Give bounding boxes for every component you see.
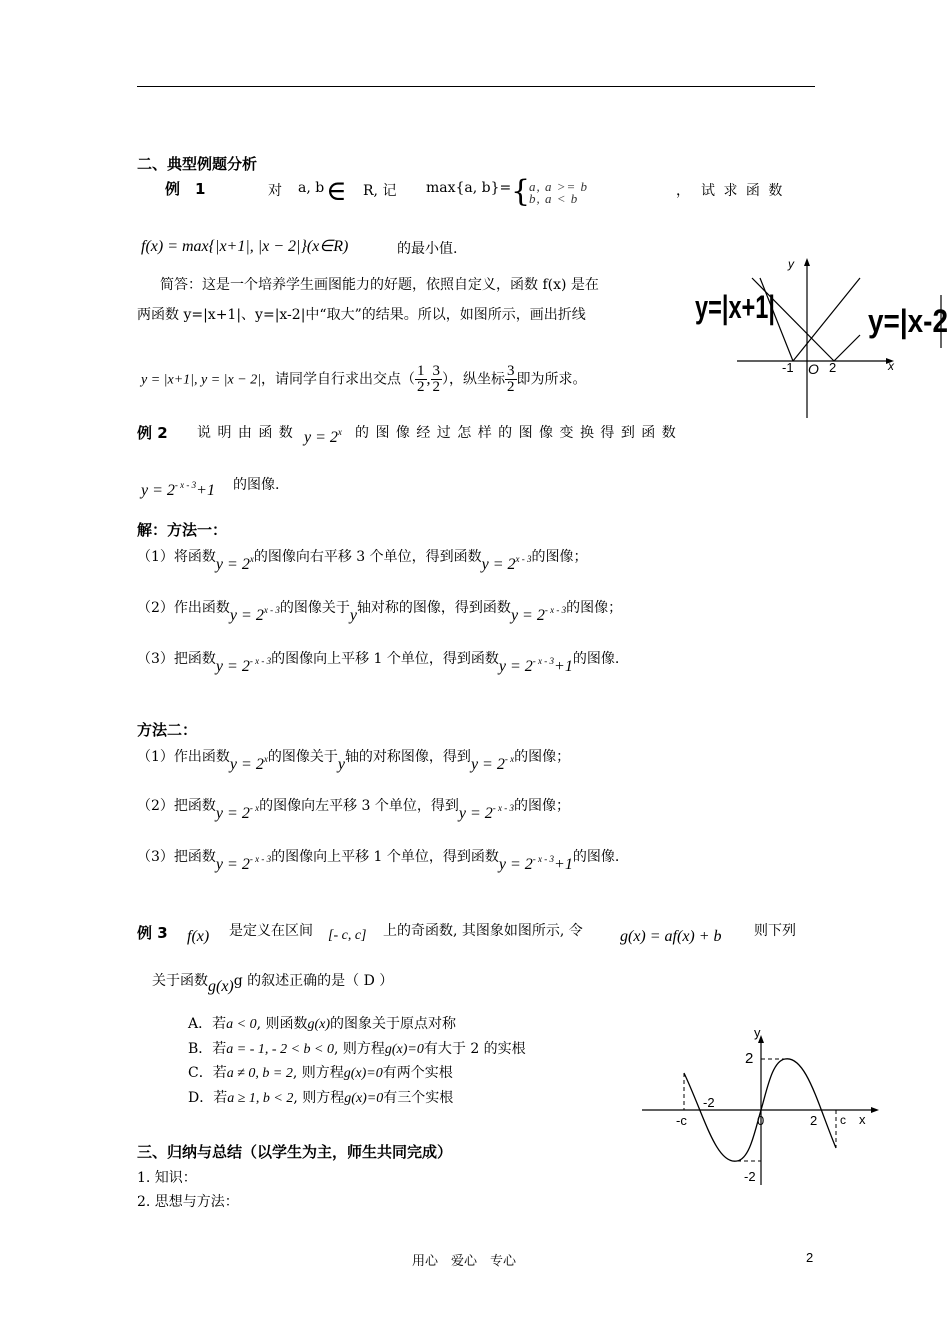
ex3-fx: f(x) [187, 928, 210, 945]
method2-step3: （3）把函数$y = 2^{- x - 3}$的图像向上平移 1 个单位，得到函数$y = 2^{- x - 3}+1$的图像. [137, 849, 620, 873]
ex1-graph-left-curve-label: y=|x+1| [695, 289, 775, 325]
ex1-answer-line1: 简答：这是一个培养学生画图能力的好题，依照自定义，函数 f(x) 是在 [160, 277, 599, 293]
ex3-option-a: A．若a < 0, 则函数g(x)的图象关于原点对称 [188, 1016, 457, 1032]
ex3-gdef: g(x) = af(x) + b [620, 928, 722, 945]
footer-motto: 用心 爱心 专心 [412, 1254, 517, 1269]
ex3-graph-y-label: y [754, 1025, 761, 1040]
ex3-option-d: D．若a ≥ 1, b < 2, 则方程g(x)=0有三个实根 [188, 1090, 454, 1106]
fraction-answer: $\frac{3}{2}$ [507, 363, 515, 395]
example-1-line1: 例 1 [165, 180, 206, 198]
method1-title: 解：方法一： [137, 521, 228, 539]
page-number: 2 [806, 1250, 814, 1265]
ex1-graph-y-label: y [788, 257, 794, 271]
ex3-text-a: 是定义在区间 [229, 923, 313, 939]
example-2-line1: 例 2 [137, 424, 168, 442]
ex1-intro-d: ， 试 求 函 数 [676, 183, 785, 199]
ex3-line2: 关于函数g(x)g 的叙述正确的是（ D ） [152, 973, 394, 995]
header-rule [137, 86, 815, 87]
ex3-graph-c: c [840, 1113, 846, 1127]
ex3-graph-tick-2x: 2 [810, 1113, 818, 1128]
ex3-graph [640, 1025, 890, 1190]
ex1-intro-a: 对 [268, 183, 282, 199]
section3-title: 三、归纳与总结（以学生为主，师生共同完成） [137, 1143, 453, 1161]
ex1-function-tail: 的最小值. [397, 241, 458, 257]
ex1-graph-origin: O [808, 361, 819, 377]
ex1-answer-line3: y = |x+1|, y = |x − 2|，请同学自行求出交点（ $\frac{1}{2}$ , $\frac{3}{2}$ ），纵坐标 $\frac{3}{2}$ 即为所求。 [141, 363, 587, 395]
ex2-text-a: 说 明 由 函 数 [197, 425, 294, 441]
ex1-in-symbol: ∈ [326, 174, 347, 207]
section3-item2: 2. 思想与方法： [137, 1194, 239, 1210]
method1-step3: （3）把函数$y = 2^{- x - 3}$的图像向上平移 1 个单位，得到函数$y = 2^{- x - 3}+1$的图像. [137, 651, 620, 675]
method1-step2: （2）作出函数$y = 2^{x - 3}$的图像关于y轴对称的图像，得到函数$y = 2^{- x - 3}$的图像； [137, 600, 623, 624]
ex2-text-b: 的 图 像 经 过 怎 样 的 图 像 变 换 得 到 函 数 [355, 425, 677, 441]
ex3-text-b: 上的奇函数, 其图象如图所示, 令 [383, 923, 583, 939]
ex3-interval: [- c, c] [328, 928, 367, 943]
ex1-brace: { [511, 174, 531, 209]
method2-step2: （2）把函数$y = 2^{- x}$的图像向左平移 3 个单位，得到$y = 2^{- x - 3}$的图像； [137, 798, 571, 822]
ex1-intro-b: a, b [298, 180, 325, 196]
method2-step1: （1）作出函数$y = 2^x$的图像关于y轴的对称图像，得到$y = 2^{- x}$的图像； [137, 749, 571, 773]
ex1-answer-line2: 两函数 y=|x+1|、y=|x-2|中“取大”的结果。所以，如图所示，画出折线 [137, 307, 586, 323]
ex1-graph-tick-2: 2 [829, 360, 837, 375]
ex1-graph-x-label: x [888, 359, 894, 373]
ex3-option-b: B．若a = - 1, - 2 < b < 0, 则方程g(x)=0有大于 2 的实根 [188, 1041, 526, 1057]
ex2-text-c: 的图像. [233, 477, 280, 493]
section-title: 二、典型例题分析 [137, 155, 258, 173]
ex3-text-c: 则下列 [754, 923, 796, 939]
ex3-graph-neg-c: -c [676, 1113, 687, 1128]
ex1-graph [690, 250, 948, 420]
method1-step1: （1）将函数$y = 2^x$的图像向右平移 3 个单位，得到函数$y = 2^{x - 3}$的图像； [137, 549, 588, 573]
ex3-graph-tick-2: 2 [745, 1050, 754, 1067]
ex1-intro-c: R, 记 [363, 183, 397, 199]
ex3-option-c: C．若a ≠ 0, b = 2, 则方程g(x)=0有两个实根 [188, 1065, 453, 1081]
method2-title: 方法二： [137, 721, 198, 739]
ex3-graph-neg2-left: -2 [703, 1095, 715, 1110]
fraction-half: $\frac{1}{2}$ [417, 363, 425, 395]
ex3-graph-neg2-bottom: -2 [744, 1169, 756, 1184]
ex1-function: f(x) = max{|x+1|, |x − 2|}(x∈R) [141, 238, 349, 255]
example-3-line1: 例 3 [137, 924, 168, 942]
ex1-piecewise: a, a >= b b, a < b [529, 179, 589, 206]
ex1-graph-tick-neg1: -1 [782, 360, 794, 375]
ex1-max-def: max{a, b}= [426, 180, 512, 196]
ex3-graph-x-label: x [859, 1112, 866, 1127]
ex3-graph-zero: 0 [757, 1113, 765, 1128]
fraction-three-halves: $\frac{3}{2}$ [432, 363, 441, 395]
ex2-target: $y = 2^{- x - 3}+1$ [141, 480, 215, 499]
ex1-graph-right-curve-label: y=|x-2 [868, 303, 948, 339]
ex2-f1: $y = 2^x$ [304, 427, 342, 446]
section3-item1: 1. 知识： [137, 1170, 197, 1186]
